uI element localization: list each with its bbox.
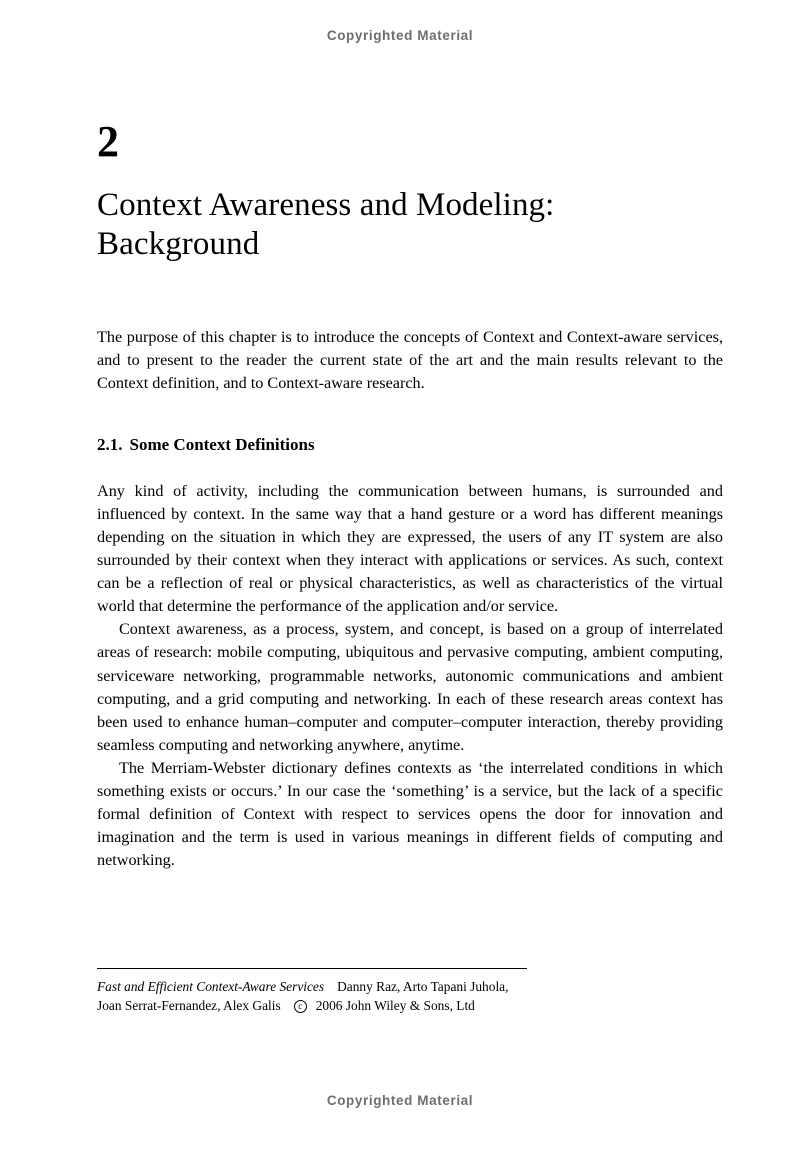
body-paragraph-3: The Merriam-Webster dictionary defines contexts as ‘the interrelated conditions in which something exists or occurs.’ In our case the ‘something’ is a service, but the lack of a specific formal definition of Context with respect to services opens the door for innovation and imagination and the term is used in various meanings in different fields of computing and networking.	[97, 758, 723, 870]
chapter-title: Context Awareness and Modeling: Background	[97, 187, 555, 262]
copyright-icon: c	[294, 1000, 307, 1013]
chapter-number: 2	[97, 117, 119, 166]
footnote-authors-line-1: Danny Raz, Arto Tapani Juhola,	[337, 979, 509, 994]
section-title: Some Context Definitions	[129, 434, 315, 454]
watermark-top: Copyrighted Material	[326, 28, 474, 43]
section-number: 2.1.	[97, 434, 123, 454]
footnote-block	[97, 968, 527, 1016]
page-content	[97, 117, 723, 872]
watermark-bottom: Copyrighted Material	[326, 1093, 474, 1108]
footnote-line-2	[97, 996, 527, 1015]
body-paragraph-2: Context awareness, as a process, system, and concept, is based on a group of interrelated areas of research: mobile computing, ubiquitous and pervasive computing, ambient computing, serviceware networking, programmable networks, autonomic communications and ambient computing, and a grid computing and networking. In each of these research areas context has been used to enhance human–computer and computer–computer interaction, thereby providing seamless computing and networking anywhere, anytime.	[97, 620, 723, 754]
footnote-authors-line-2: Joan Serrat-Fernandez, Alex Galis	[97, 998, 281, 1014]
body-paragraph-1: Any kind of activity, including the communication between humans, is surrounded and influenced by context. In the same way that a hand gesture or a word has different meanings depending on the situation in which they are expressed, the users of any IT system are also surrounded by their context when they interact with applications or services. As such, context can be a reflection of real or physical characteristics, as well as characteristics of the virtual world that determine the performance of the application and/or service.	[97, 481, 723, 616]
chapter-intro-paragraph: The purpose of this chapter is to introduce the concepts of Context and Context-aware services, and to present to the reader the current state of the art and the main results relevant to the Context definition, and to Context-aware research.	[97, 327, 723, 392]
footnote-line-1	[97, 977, 527, 996]
footnote-divider	[97, 968, 527, 969]
footnote-copyright: 2006 John Wiley & Sons, Ltd	[315, 998, 475, 1014]
section-heading	[97, 435, 723, 455]
footnote-book-title: Fast and Efficient Context-Aware Services	[97, 979, 325, 994]
